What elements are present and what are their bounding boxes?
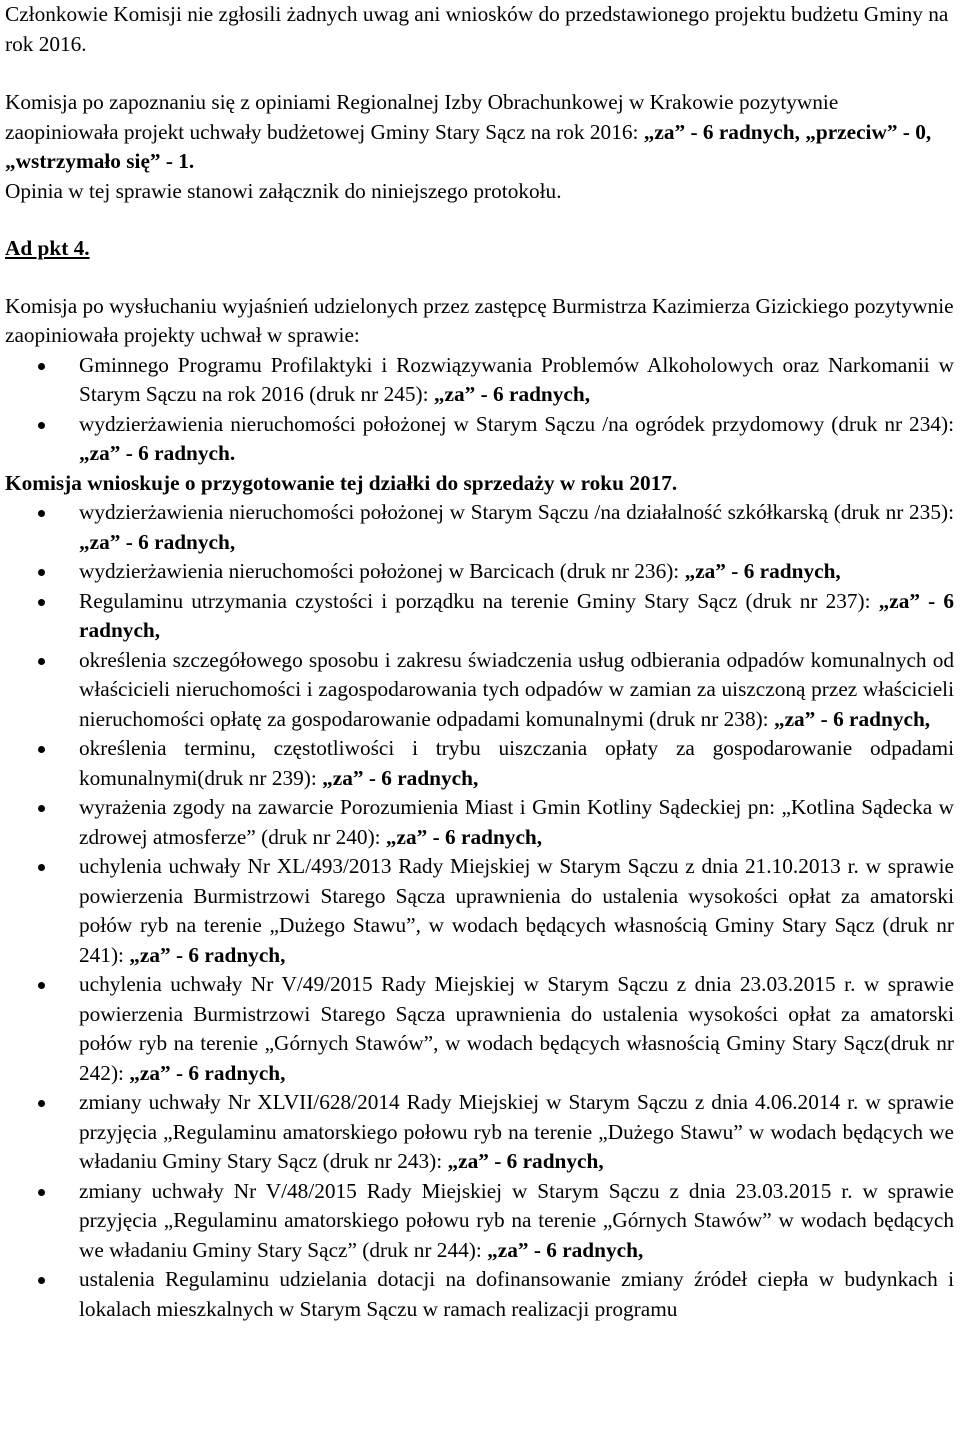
list-item: ustalenia Regulaminu udzielania dotacji na dofinansowanie zmiany źródeł ciepła w budynkach i lokalach mieszkalnych w Starym Sączu w ramach realizacji programu: [5, 1265, 954, 1324]
paragraph-budget-remarks: Członkowie Komisji nie zgłosili żadnych uwag ani wniosków do przedstawionego projektu budżetu Gminy na rok 2016.: [5, 2, 949, 56]
rio-opinion-text: Komisja po zapoznaniu się z opiniami Regionalnej Izby Obrachunkowej w Krakowie pozytywnie zaopiniowała projekt uchwały budżetowej Gminy Stary Sącz na rok 2016:: [5, 90, 839, 144]
bullet-icon: [38, 422, 45, 429]
list-item: uchylenia uchwały Nr XL/493/2013 Rady Miejskiej w Starym Sączu z dnia 21.10.2013 r. w sprawie powierzenia Burmistrzowi Starego Sącza uprawnienia do ustalenia wysokości opłat za amatorski połów ryb na terenie „Dużego Stawu”, w wodach będących własnością Gminy Stary Sącz (druk nr 241): „za” - 6 radnych,: [5, 852, 954, 970]
vote-result: „za” - 6 radnych, „przeciw” - 0, „wstrzymało się” - 1.: [5, 119, 932, 173]
vote-result: „za” - 6 radnych,: [433, 382, 591, 406]
list-item: Regulaminu utrzymania czystości i porządku na terenie Gminy Stary Sącz (druk nr 237): „za” - 6 radnych,: [5, 587, 954, 646]
list-item: zmiany uchwały Nr V/48/2015 Rady Miejskiej w Starym Sączu z dnia 23.03.2015 r. w sprawie przyjęcia „Regulaminu amatorskiego połowu ryb na terenie „Górnych Stawów” w wodach będących we władaniu Gminy Stary Sącz” (druk nr 244): „za” - 6 radnych,: [5, 1177, 954, 1266]
resolution-list-2: [5, 498, 954, 1324]
vote-result: „za” - 6 radnych,: [129, 1060, 286, 1085]
bullet-icon: [38, 658, 45, 665]
vote-result: „za” - 6 radnych,: [385, 824, 543, 849]
paragraph-commission-intro: Komisja po wysłuchaniu wyjaśnień udzielonych przez zastępcę Burmistrza Kazimierza Gizickiego pozytywnie zaopiniowała projekty uchwał w sprawie:: [5, 293, 954, 347]
bullet-icon: [38, 569, 45, 576]
bullet-icon: [38, 510, 45, 517]
bullet-icon: [38, 1277, 45, 1284]
list-item: określenia terminu, częstotliwości i trybu uiszczania opłaty za gospodarowanie odpadami komunalnymi(druk nr 239): „za” - 6 radnych,: [5, 734, 954, 793]
bullet-icon: [38, 864, 45, 871]
vote-result: „za” - 6 radnych,: [773, 706, 931, 731]
bullet-icon: [38, 982, 45, 989]
section-heading-ad-pkt-4: Ad pkt 4.: [5, 236, 90, 260]
resolution-list-1: [5, 351, 954, 469]
list-item: zmiany uchwały Nr XLVII/628/2014 Rady Miejskiej w Starym Sączu z dnia 4.06.2014 r. w sprawie przyjęcia „Regulaminu amatorskiego połowu ryb na terenie „Dużego Stawu” w wodach będących we władaniu Gminy Stary Sącz (druk nr 243): „za” - 6 radnych,: [5, 1088, 954, 1177]
bullet-icon: [38, 805, 45, 812]
vote-result: „za” - 6 radnych,: [684, 559, 841, 583]
list-item: uchylenia uchwały Nr V/49/2015 Rady Miejskiej w Starym Sączu z dnia 23.03.2015 r. w sprawie powierzenia Burmistrzowi Starego Sącza uprawnienia do ustalenia wysokości opłat za amatorski połów ryb na terenie „Górnych Stawów”, w wodach będących własnością Gminy Stary Sącz(druk nr 242): „za” - 6 radnych,: [5, 970, 954, 1088]
vote-result: „za” - 6 radnych,: [79, 529, 236, 554]
bullet-icon: [38, 363, 45, 370]
list-item: wyrażenia zgody na zawarcie Porozumienia Miast i Gmin Kotliny Sądeckiej pn: „Kotlina Sądecka w zdrowej atmosferze” (druk nr 240): „za” - 6 radnych,: [5, 793, 954, 852]
list-item: Gminnego Programu Profilaktyki i Rozwiązywania Problemów Alkoholowych oraz Narkomanii w Starym Sączu na rok 2016 (druk nr 245): „za” - 6 radnych,: [5, 351, 954, 410]
list-item: wydzierżawienia nieruchomości położonej w Starym Sączu /na działalność szkółkarską (druk nr 235): „za” - 6 radnych,: [5, 498, 954, 557]
vote-result: „za” - 6 radnych.: [79, 441, 236, 465]
opinion-attachment-note: Opinia w tej sprawie stanowi załącznik do niniejszego protokołu.: [5, 178, 562, 203]
bullet-icon: [38, 599, 45, 606]
bullet-icon: [38, 746, 45, 753]
list-item: wydzierżawienia nieruchomości położonej w Barcicach (druk nr 236): „za” - 6 radnych,: [5, 557, 954, 587]
paragraph-rio-opinion: [5, 88, 954, 206]
bullet-icon: [38, 1100, 45, 1107]
bullet-icon: [38, 1189, 45, 1196]
vote-result: „za” - 6 radnych,: [129, 942, 286, 967]
commission-motion: Komisja wnioskuje o przygotowanie tej działki do sprzedaży w roku 2017.: [5, 470, 678, 495]
vote-result: „za” - 6 radnych,: [447, 1149, 604, 1173]
vote-result: „za” - 6 radnych,: [487, 1237, 644, 1262]
list-item: wydzierżawienia nieruchomości położonej w Starym Sączu /na ogródek przydomowy (druk nr 234): „za” - 6 radnych.: [5, 410, 954, 469]
list-item: określenia szczegółowego sposobu i zakresu świadczenia usług odbierania odpadów komunalnych od właścicieli nieruchomości i zagospodarowania tych odpadów w zamian za uiszczoną przez właścicieli nieruchomości opłatę za gospodarowanie odpadami komunalnymi (druk nr 238): „za” - 6 radnych,: [5, 646, 954, 735]
vote-result: „za” - 6 radnych,: [322, 765, 479, 790]
vote-result: „za” - 6 radnych,: [79, 588, 954, 642]
